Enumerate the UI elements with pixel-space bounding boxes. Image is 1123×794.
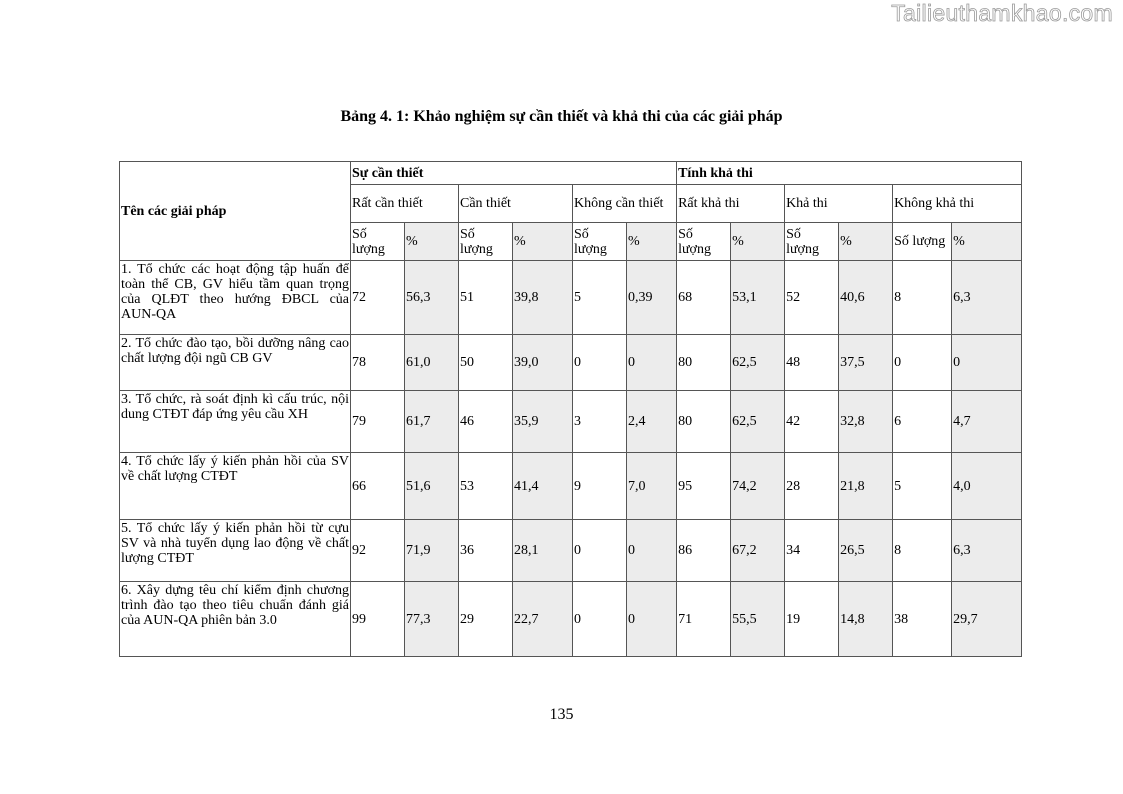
table-row xyxy=(120,335,1022,391)
count-cell: 78 xyxy=(351,335,405,391)
count-cell: 9 xyxy=(573,453,627,520)
count-cell: 46 xyxy=(459,391,513,453)
evaluation-table xyxy=(119,161,1022,657)
solution-name: 6. Xây dựng têu chí kiểm định chương trình đào tạo theo tiêu chuẩn đánh giá của AUN-QA phiên bản 3.0 xyxy=(120,582,351,657)
percent-cell: 74,2 xyxy=(731,453,785,520)
percent-cell: 0,39 xyxy=(627,261,677,335)
count-cell: 36 xyxy=(459,520,513,582)
count-cell: 42 xyxy=(785,391,839,453)
count-cell: 99 xyxy=(351,582,405,657)
percent-cell: 21,8 xyxy=(839,453,893,520)
percent-cell: 39,0 xyxy=(513,335,573,391)
count-cell: 52 xyxy=(785,261,839,335)
percent-cell: 6,3 xyxy=(952,261,1022,335)
count-cell: 79 xyxy=(351,391,405,453)
header-percent: % xyxy=(627,223,677,261)
table-caption: Bảng 4. 1: Khảo nghiệm sự cần thiết và khả thi của các giải pháp xyxy=(340,108,783,125)
count-cell: 19 xyxy=(785,582,839,657)
solution-name: 3. Tổ chức, rà soát định kì cấu trúc, nội dung CTĐT đáp ứng yêu cầu XH xyxy=(120,391,351,453)
percent-cell: 4,0 xyxy=(952,453,1022,520)
header-not-necessary: Không cần thiết xyxy=(573,185,677,223)
count-cell: 53 xyxy=(459,453,513,520)
header-percent: % xyxy=(952,223,1022,261)
count-cell: 51 xyxy=(459,261,513,335)
count-cell: 48 xyxy=(785,335,839,391)
header-necessity: Sự cần thiết xyxy=(351,162,677,185)
percent-cell: 39,8 xyxy=(513,261,573,335)
percent-cell: 28,1 xyxy=(513,520,573,582)
percent-cell: 32,8 xyxy=(839,391,893,453)
header-not-feasible: Không khả thi xyxy=(893,185,1022,223)
watermark: Tailieuthamkhao.com xyxy=(891,0,1113,26)
percent-cell: 35,9 xyxy=(513,391,573,453)
percent-cell: 37,5 xyxy=(839,335,893,391)
percent-cell: 7,0 xyxy=(627,453,677,520)
percent-cell: 4,7 xyxy=(952,391,1022,453)
count-cell: 92 xyxy=(351,520,405,582)
percent-cell: 71,9 xyxy=(405,520,459,582)
count-cell: 0 xyxy=(893,335,952,391)
count-cell: 5 xyxy=(893,453,952,520)
header-count: Số lượng xyxy=(677,223,731,261)
percent-cell: 29,7 xyxy=(952,582,1022,657)
header-percent: % xyxy=(731,223,785,261)
header-count: Số lượng xyxy=(573,223,627,261)
percent-cell: 2,4 xyxy=(627,391,677,453)
percent-cell: 51,6 xyxy=(405,453,459,520)
percent-cell: 77,3 xyxy=(405,582,459,657)
percent-cell: 62,5 xyxy=(731,335,785,391)
count-cell: 86 xyxy=(677,520,731,582)
percent-cell: 0 xyxy=(627,335,677,391)
header-very-feasible: Rất khả thi xyxy=(677,185,785,223)
count-cell: 68 xyxy=(677,261,731,335)
count-cell: 95 xyxy=(677,453,731,520)
count-cell: 38 xyxy=(893,582,952,657)
header-percent: % xyxy=(513,223,573,261)
count-cell: 71 xyxy=(677,582,731,657)
table-row xyxy=(120,582,1022,657)
count-cell: 8 xyxy=(893,520,952,582)
page-number: 135 xyxy=(549,706,574,723)
count-cell: 0 xyxy=(573,582,627,657)
count-cell: 5 xyxy=(573,261,627,335)
header-count: Số lượng xyxy=(785,223,839,261)
percent-cell: 53,1 xyxy=(731,261,785,335)
count-cell: 0 xyxy=(573,520,627,582)
percent-cell: 62,5 xyxy=(731,391,785,453)
count-cell: 72 xyxy=(351,261,405,335)
table-row xyxy=(120,261,1022,335)
count-cell: 8 xyxy=(893,261,952,335)
percent-cell: 26,5 xyxy=(839,520,893,582)
table-row xyxy=(120,453,1022,520)
header-very-necessary: Rất cần thiết xyxy=(351,185,459,223)
solution-name: 5. Tổ chức lấy ý kiến phản hồi từ cựu SV và nhà tuyển dụng lao động về chất lượng CTĐT xyxy=(120,520,351,582)
percent-cell: 61,7 xyxy=(405,391,459,453)
percent-cell: 67,2 xyxy=(731,520,785,582)
header-necessary: Cần thiết xyxy=(459,185,573,223)
solution-name: 4. Tổ chức lấy ý kiến phản hồi của SV về chất lượng CTĐT xyxy=(120,453,351,520)
percent-cell: 56,3 xyxy=(405,261,459,335)
percent-cell: 55,5 xyxy=(731,582,785,657)
header-feasibility: Tính khả thi xyxy=(677,162,1022,185)
count-cell: 34 xyxy=(785,520,839,582)
header-count: Số lượng xyxy=(459,223,513,261)
table-body xyxy=(120,261,1022,657)
header-count: Số lượng xyxy=(351,223,405,261)
count-cell: 80 xyxy=(677,335,731,391)
header-feasible: Khả thi xyxy=(785,185,893,223)
percent-cell: 0 xyxy=(627,582,677,657)
solution-name: 2. Tổ chức đào tạo, bồi dưỡng nâng cao chất lượng đội ngũ CB GV xyxy=(120,335,351,391)
count-cell: 6 xyxy=(893,391,952,453)
header-count: Số lượng xyxy=(893,223,952,261)
solution-name: 1. Tổ chức các hoạt động tập huấn để toàn thể CB, GV hiểu tầm quan trọng của QLĐT theo hướng ĐBCL của AUN-QA xyxy=(120,261,351,335)
header-percent: % xyxy=(405,223,459,261)
percent-cell: 0 xyxy=(952,335,1022,391)
percent-cell: 22,7 xyxy=(513,582,573,657)
table-row xyxy=(120,391,1022,453)
count-cell: 66 xyxy=(351,453,405,520)
percent-cell: 14,8 xyxy=(839,582,893,657)
header-solution-name: Tên các giải pháp xyxy=(120,162,351,261)
count-cell: 80 xyxy=(677,391,731,453)
count-cell: 29 xyxy=(459,582,513,657)
table-row xyxy=(120,520,1022,582)
count-cell: 0 xyxy=(573,335,627,391)
count-cell: 3 xyxy=(573,391,627,453)
count-cell: 28 xyxy=(785,453,839,520)
percent-cell: 61,0 xyxy=(405,335,459,391)
percent-cell: 41,4 xyxy=(513,453,573,520)
percent-cell: 40,6 xyxy=(839,261,893,335)
count-cell: 50 xyxy=(459,335,513,391)
percent-cell: 6,3 xyxy=(952,520,1022,582)
percent-cell: 0 xyxy=(627,520,677,582)
header-percent: % xyxy=(839,223,893,261)
